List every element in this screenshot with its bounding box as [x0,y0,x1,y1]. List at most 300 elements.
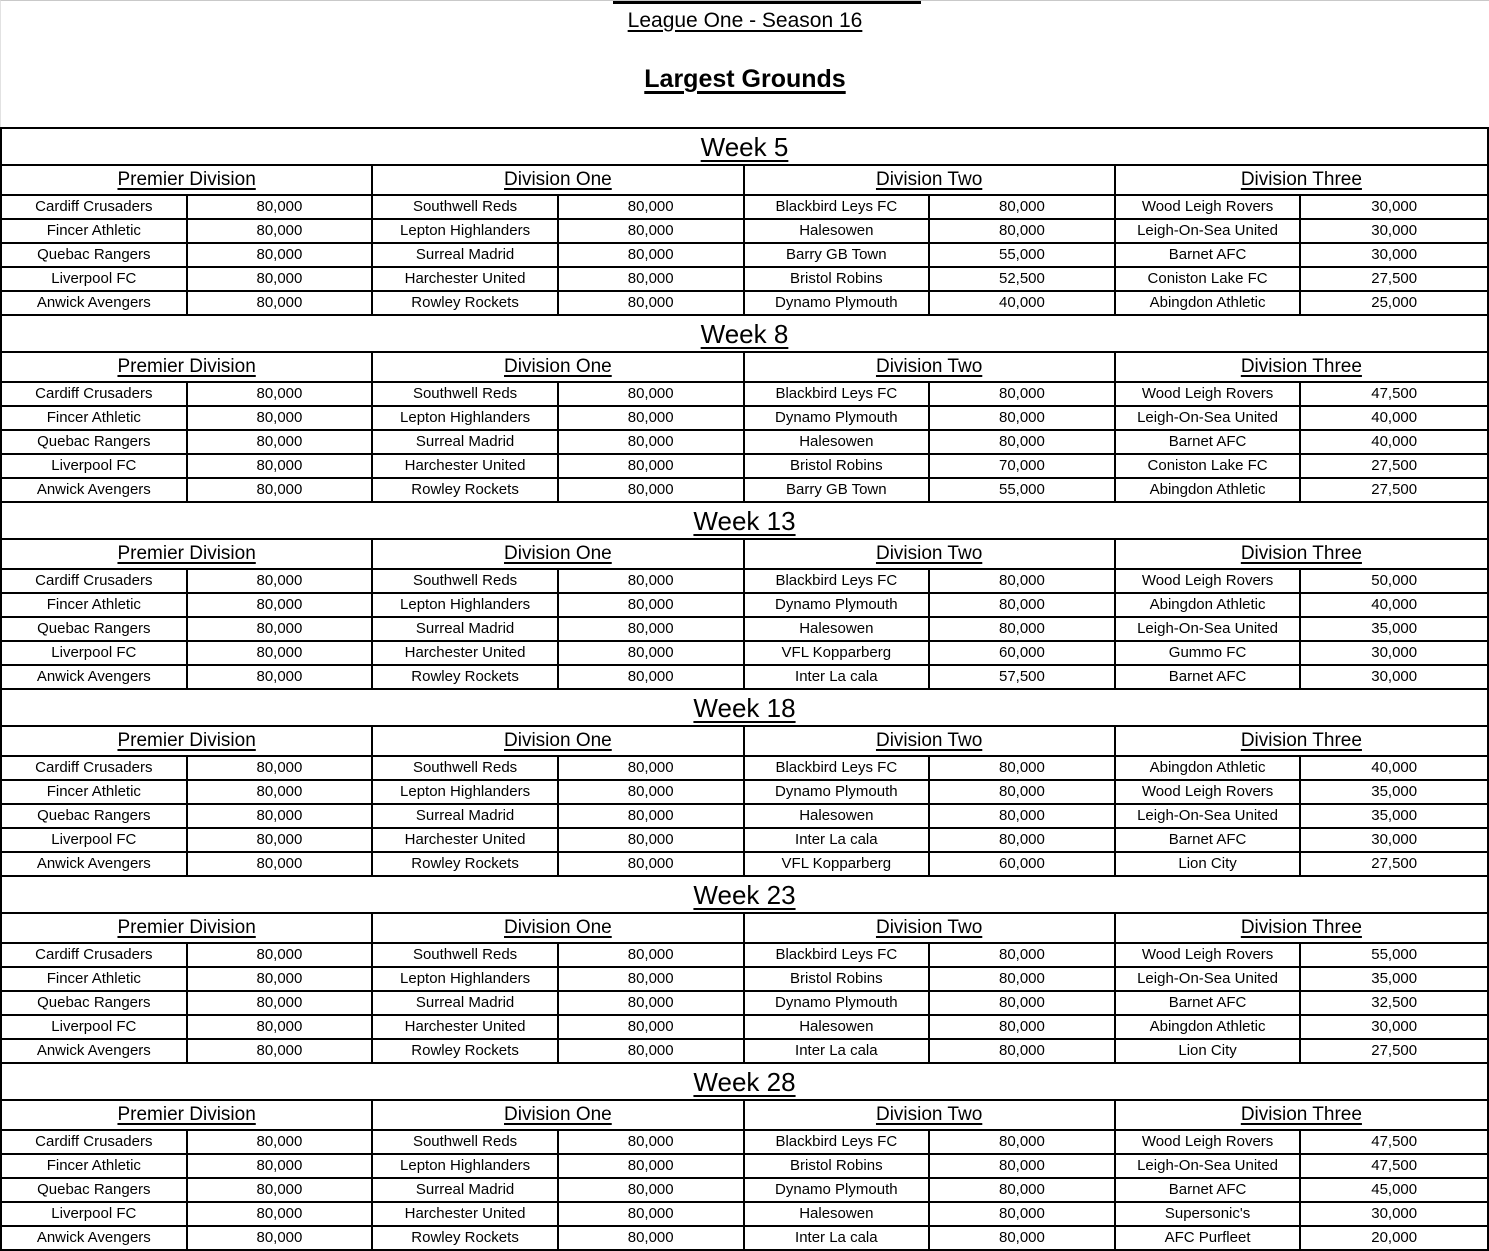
team-cell: Leigh-On-Sea United [1116,407,1302,429]
team-cell: Gummo FC [1116,642,1302,664]
team-cell: Anwick Avengers [2,666,188,688]
capacity-cell: 80,000 [930,829,1116,851]
team-cell: Fincer Athletic [2,407,188,429]
division-header-label: Division One [504,1104,612,1125]
division-header [2,1101,373,1129]
capacity-cell: 30,000 [1371,831,1418,848]
capacity-cell: 80,000 [559,829,745,851]
team-cell: Barry GB Town [745,479,931,501]
team-cell: Lion City [1116,1040,1302,1062]
division-header [745,1101,1116,1129]
top-border-strip [613,1,921,4]
team-cell: Harchester United [373,1203,559,1225]
team-cell: Coniston Lake FC [1116,268,1302,290]
capacity-cell: 80,000 [559,570,745,592]
capacity-cell: 80,000 [930,570,1116,592]
table-row [2,479,1487,503]
team-cell: Southwell Reds [373,383,559,405]
division-header-row [2,727,1487,757]
capacity-cell: 80,000 [930,968,1116,990]
capacity-cell: 80,000 [559,944,745,966]
capacity-cell: 80,000 [188,407,374,429]
capacity-cell: 80,000 [930,944,1116,966]
capacity-cell: 52,500 [930,268,1116,290]
division-header-label: Division Three [1240,730,1362,751]
division-header-label: Division One [504,356,612,377]
team-cell: Fincer Athletic [2,220,188,242]
capacity-cell: 35,000 [1371,620,1418,637]
team-cell: Cardiff Crusaders [2,757,188,779]
table-row [2,1155,1487,1179]
table-row [2,244,1487,268]
team-cell: Rowley Rockets [373,1040,559,1062]
division-header-label: Premier Division [117,730,256,751]
division-header [2,353,373,381]
week-header-band [2,316,1487,353]
division-header [745,166,1116,194]
division-header-label: Premier Division [117,543,256,564]
division-header-row [2,353,1487,383]
capacity-cell: 35,000 [1371,970,1418,987]
team-cell: Barnet AFC [1116,1179,1302,1201]
division-header-label: Division Three [1240,543,1362,564]
team-cell: Dynamo Plymouth [745,594,931,616]
page-title: League One - Season 16 [627,9,863,32]
capacity-cell: 80,000 [559,1131,745,1153]
capacity-cell: 27,500 [1371,1042,1418,1059]
team-cell: Quebac Rangers [2,1179,188,1201]
team-cell: Barnet AFC [1116,829,1302,851]
capacity-cell: 80,000 [930,196,1116,218]
capacity-cell: 80,000 [559,1040,745,1062]
division-header [2,727,373,755]
team-cell: Quebac Rangers [2,992,188,1014]
team-cell: Bristol Robins [745,455,931,477]
table-row [2,1016,1487,1040]
capacity-cell: 80,000 [188,642,374,664]
team-cell: Surreal Madrid [373,244,559,266]
team-cell: AFC Purfleet [1116,1227,1302,1249]
division-header [373,914,744,942]
team-cell: Lepton Highlanders [373,968,559,990]
team-cell: Dynamo Plymouth [745,781,931,803]
division-header-label: Division Two [875,356,983,377]
team-cell: Rowley Rockets [373,853,559,875]
week-section [2,129,1487,316]
team-cell: Blackbird Leys FC [745,944,931,966]
team-cell: Anwick Avengers [2,1040,188,1062]
team-cell: Anwick Avengers [2,292,188,314]
team-cell: Quebac Rangers [2,244,188,266]
team-cell: Abingdon Athletic [1116,479,1302,501]
division-header-label: Division Three [1240,1104,1362,1125]
team-cell: Cardiff Crusaders [2,570,188,592]
capacity-cell: 80,000 [188,1203,374,1225]
table-row [2,944,1487,968]
capacity-cell: 80,000 [559,292,745,314]
capacity-cell: 80,000 [188,944,374,966]
title-area [0,0,1489,127]
team-cell: Lion City [1116,853,1302,875]
team-cell: Southwell Reds [373,570,559,592]
team-cell: Anwick Avengers [2,853,188,875]
table-row [2,1179,1487,1203]
team-cell: Liverpool FC [2,1016,188,1038]
division-header-label: Division Two [875,543,983,564]
capacity-cell: 80,000 [559,992,745,1014]
week-section [2,877,1487,1064]
capacity-cell: 80,000 [930,1227,1116,1249]
team-cell: Halesowen [745,220,931,242]
team-cell: Fincer Athletic [2,781,188,803]
page-subtitle: Largest Grounds [644,65,846,93]
team-cell: Bristol Robins [745,968,931,990]
capacity-cell: 60,000 [930,853,1116,875]
capacity-cell: 80,000 [559,1016,745,1038]
team-cell: Southwell Reds [373,196,559,218]
week-section [2,503,1487,690]
division-header-row [2,914,1487,944]
division-header [745,540,1116,568]
division-header [373,727,744,755]
team-cell: Leigh-On-Sea United [1116,1155,1302,1177]
capacity-cell: 80,000 [559,244,745,266]
capacity-cell: 80,000 [559,666,745,688]
table-row [2,805,1487,829]
division-header-label: Division One [504,543,612,564]
capacity-cell: 80,000 [930,1203,1116,1225]
division-header-label: Division One [504,917,612,938]
capacity-cell: 80,000 [559,618,745,640]
division-header-label: Division Three [1240,356,1362,377]
week-header-band [2,503,1487,540]
team-cell: Lepton Highlanders [373,781,559,803]
capacity-cell: 40,000 [1371,409,1418,426]
week-header-band [2,129,1487,166]
table-row [2,268,1487,292]
team-cell: Quebac Rangers [2,431,188,453]
team-cell: Lepton Highlanders [373,1155,559,1177]
capacity-cell: 80,000 [559,1155,745,1177]
capacity-cell: 30,000 [1371,198,1418,215]
table-row [2,642,1487,666]
capacity-cell: 80,000 [188,383,374,405]
division-header-label: Premier Division [117,1104,256,1125]
capacity-cell: 80,000 [930,1040,1116,1062]
week-header-band [2,1064,1487,1101]
week-section [2,1064,1487,1251]
table-row [2,1203,1487,1227]
team-cell: Lepton Highlanders [373,407,559,429]
capacity-cell: 80,000 [188,594,374,616]
team-cell: Liverpool FC [2,829,188,851]
table-row [2,1131,1487,1155]
team-cell: Inter La cala [745,1040,931,1062]
division-header [2,166,373,194]
team-cell: Wood Leigh Rovers [1116,383,1302,405]
division-header [1116,914,1487,942]
division-header [1116,353,1487,381]
table-row [2,292,1487,316]
table-region [0,127,1489,1251]
capacity-cell: 20,000 [1371,1229,1418,1246]
team-cell: Blackbird Leys FC [745,570,931,592]
capacity-cell: 80,000 [188,1131,374,1153]
team-cell: Halesowen [745,805,931,827]
team-cell: Surreal Madrid [373,805,559,827]
table-row [2,992,1487,1016]
team-cell: Lepton Highlanders [373,220,559,242]
table-row [2,220,1487,244]
division-header-label: Division Three [1240,169,1362,190]
capacity-cell: 80,000 [559,1203,745,1225]
capacity-cell: 80,000 [188,757,374,779]
capacity-cell: 80,000 [930,220,1116,242]
team-cell: Cardiff Crusaders [2,196,188,218]
capacity-cell: 80,000 [930,1016,1116,1038]
team-cell: Lepton Highlanders [373,594,559,616]
team-cell: Leigh-On-Sea United [1116,618,1302,640]
team-cell: Blackbird Leys FC [745,1131,931,1153]
capacity-cell: 80,000 [930,757,1116,779]
week-title: Week 23 [693,879,796,910]
table-row [2,196,1487,220]
capacity-cell: 30,000 [1371,644,1418,661]
division-header-label: Division One [504,169,612,190]
capacity-cell: 70,000 [930,455,1116,477]
division-header-label: Premier Division [117,917,256,938]
week-title: Week 5 [700,131,789,162]
table-row [2,829,1487,853]
capacity-cell: 25,000 [1371,294,1418,311]
team-cell: Cardiff Crusaders [2,383,188,405]
team-cell: Wood Leigh Rovers [1116,944,1302,966]
team-cell: Wood Leigh Rovers [1116,1131,1302,1153]
team-cell: VFL Kopparberg [745,642,931,664]
capacity-cell: 80,000 [188,431,374,453]
capacity-cell: 40,000 [1371,433,1418,450]
capacity-cell: 80,000 [188,1155,374,1177]
capacity-cell: 47,500 [1371,1157,1418,1174]
capacity-cell: 80,000 [559,757,745,779]
team-cell: Liverpool FC [2,455,188,477]
table-row [2,455,1487,479]
division-header-row [2,166,1487,196]
capacity-cell: 57,500 [930,666,1116,688]
team-cell: Harchester United [373,829,559,851]
capacity-cell: 80,000 [559,781,745,803]
week-title: Week 18 [693,692,796,723]
capacity-cell: 35,000 [1371,807,1418,824]
team-cell: Barnet AFC [1116,666,1302,688]
capacity-cell: 80,000 [188,853,374,875]
team-cell: Bristol Robins [745,268,931,290]
capacity-cell: 80,000 [559,594,745,616]
capacity-cell: 80,000 [930,383,1116,405]
division-header-label: Premier Division [117,356,256,377]
team-cell: Southwell Reds [373,944,559,966]
table-row [2,618,1487,642]
capacity-cell: 80,000 [930,594,1116,616]
capacity-cell: 32,500 [1371,994,1418,1011]
division-header [373,1101,744,1129]
capacity-cell: 80,000 [930,1131,1116,1153]
capacity-cell: 40,000 [1371,759,1418,776]
team-cell: Barry GB Town [745,244,931,266]
capacity-cell: 27,500 [1371,481,1418,498]
week-title: Week 28 [693,1066,796,1097]
team-cell: Surreal Madrid [373,618,559,640]
capacity-cell: 80,000 [188,829,374,851]
week-header-band [2,877,1487,914]
table-row [2,431,1487,455]
team-cell: Halesowen [745,618,931,640]
capacity-cell: 80,000 [559,407,745,429]
capacity-cell: 80,000 [930,407,1116,429]
capacity-cell: 80,000 [188,292,374,314]
division-header [745,353,1116,381]
capacity-cell: 47,500 [1371,1133,1418,1150]
division-header [1116,1101,1487,1129]
team-cell: Blackbird Leys FC [745,196,931,218]
capacity-cell: 27,500 [1371,457,1418,474]
capacity-cell: 80,000 [930,618,1116,640]
division-header-label: Division Two [875,1104,983,1125]
team-cell: Fincer Athletic [2,968,188,990]
team-cell: Rowley Rockets [373,292,559,314]
table-row [2,1227,1487,1251]
capacity-cell: 80,000 [930,1155,1116,1177]
table-row [2,407,1487,431]
capacity-cell: 47,500 [1371,385,1418,402]
capacity-cell: 80,000 [559,1179,745,1201]
division-header-label: Division Two [875,169,983,190]
table-row [2,570,1487,594]
team-cell: Supersonic's [1116,1203,1302,1225]
capacity-cell: 35,000 [1371,783,1418,800]
table-row [2,1040,1487,1064]
division-header [745,914,1116,942]
team-cell: Inter La cala [745,666,931,688]
division-header [1116,540,1487,568]
capacity-cell: 40,000 [930,292,1116,314]
capacity-cell: 27,500 [1371,855,1418,872]
team-cell: Liverpool FC [2,1203,188,1225]
capacity-cell: 80,000 [559,853,745,875]
team-cell: Dynamo Plymouth [745,407,931,429]
team-cell: Halesowen [745,1203,931,1225]
capacity-cell: 55,000 [930,244,1116,266]
table-row [2,853,1487,877]
capacity-cell: 80,000 [188,268,374,290]
team-cell: Coniston Lake FC [1116,455,1302,477]
division-header-label: Premier Division [117,169,256,190]
capacity-cell: 80,000 [188,1227,374,1249]
team-cell: Wood Leigh Rovers [1116,196,1302,218]
team-cell: Halesowen [745,1016,931,1038]
capacity-cell: 30,000 [1371,222,1418,239]
division-header-row [2,1101,1487,1131]
team-cell: Leigh-On-Sea United [1116,220,1302,242]
capacity-cell: 80,000 [559,268,745,290]
table-row [2,383,1487,407]
capacity-cell: 80,000 [559,805,745,827]
capacity-cell: 80,000 [188,666,374,688]
capacity-cell: 60,000 [930,642,1116,664]
capacity-cell: 80,000 [930,431,1116,453]
team-cell: Dynamo Plymouth [745,992,931,1014]
table-row [2,757,1487,781]
capacity-cell: 80,000 [559,431,745,453]
capacity-cell: 45,000 [1371,1181,1418,1198]
division-header-label: Division One [504,730,612,751]
capacity-cell: 80,000 [188,479,374,501]
week-header-band [2,690,1487,727]
team-cell: Abingdon Athletic [1116,1016,1302,1038]
team-cell: Fincer Athletic [2,1155,188,1177]
capacity-cell: 80,000 [188,805,374,827]
table-row [2,781,1487,805]
team-cell: Harchester United [373,268,559,290]
team-cell: Harchester United [373,1016,559,1038]
team-cell: Cardiff Crusaders [2,944,188,966]
capacity-cell: 80,000 [930,1179,1116,1201]
capacity-cell: 80,000 [559,479,745,501]
week-section [2,690,1487,877]
team-cell: Southwell Reds [373,757,559,779]
division-header [745,727,1116,755]
capacity-cell: 80,000 [930,805,1116,827]
table-row [2,594,1487,618]
team-cell: Liverpool FC [2,268,188,290]
division-header [2,914,373,942]
division-header-label: Division Two [875,730,983,751]
team-cell: Dynamo Plymouth [745,1179,931,1201]
team-cell: Surreal Madrid [373,431,559,453]
capacity-cell: 80,000 [188,455,374,477]
team-cell: Quebac Rangers [2,618,188,640]
team-cell: Anwick Avengers [2,1227,188,1249]
division-header [373,540,744,568]
division-header-row [2,540,1487,570]
team-cell: Liverpool FC [2,642,188,664]
team-cell: Leigh-On-Sea United [1116,805,1302,827]
capacity-cell: 55,000 [930,479,1116,501]
table-row [2,666,1487,690]
team-cell: Abingdon Athletic [1116,757,1302,779]
team-cell: Quebac Rangers [2,805,188,827]
capacity-cell: 80,000 [930,781,1116,803]
capacity-cell: 80,000 [930,992,1116,1014]
capacity-cell: 80,000 [188,244,374,266]
division-header-label: Division Two [875,917,983,938]
team-cell: Southwell Reds [373,1131,559,1153]
capacity-cell: 80,000 [559,220,745,242]
team-cell: Rowley Rockets [373,666,559,688]
team-cell: Wood Leigh Rovers [1116,781,1302,803]
team-cell: Abingdon Athletic [1116,594,1302,616]
team-cell: Abingdon Athletic [1116,292,1302,314]
capacity-cell: 40,000 [1371,596,1418,613]
division-header [2,540,373,568]
capacity-cell: 50,000 [1371,572,1418,589]
capacity-cell: 80,000 [188,220,374,242]
team-cell: Inter La cala [745,1227,931,1249]
division-header [373,353,744,381]
capacity-cell: 80,000 [188,1016,374,1038]
week-title: Week 13 [693,505,796,536]
capacity-cell: 80,000 [188,618,374,640]
